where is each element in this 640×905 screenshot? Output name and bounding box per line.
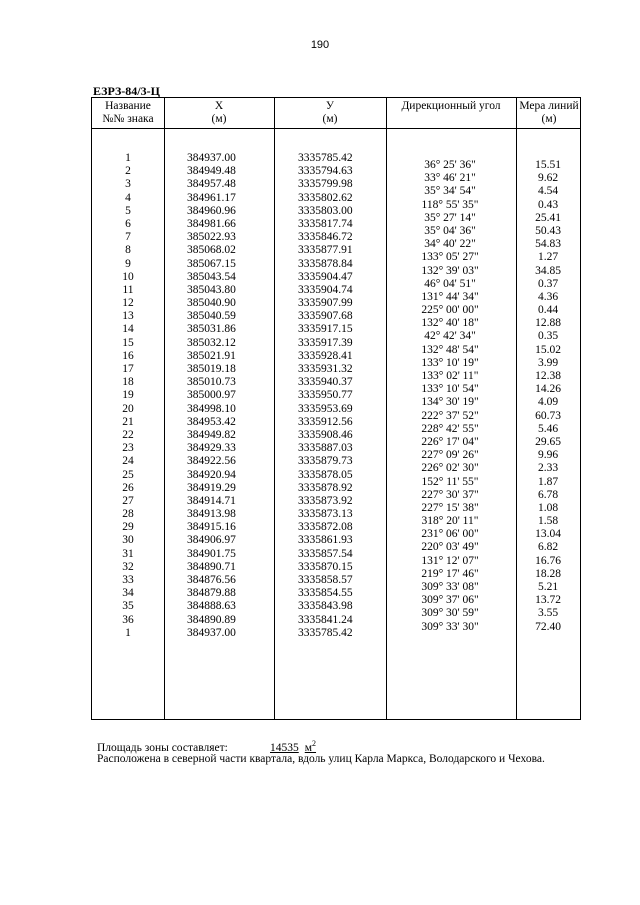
line-length-cell: 13.04 — [535, 528, 561, 541]
point-number-cell: 7 — [125, 231, 131, 244]
point-number-cell: 23 — [122, 442, 134, 455]
point-number-cell: 10 — [122, 270, 134, 283]
line-length-cell: 1.87 — [537, 475, 559, 488]
direction-angle-cell: 318° 20' 11" — [421, 515, 479, 528]
direction-angle-cell: 219° 17' 46" — [421, 567, 479, 580]
header-x-line2: (м) — [211, 113, 227, 125]
y-coordinate-cell: 3335907.68 — [298, 310, 353, 323]
direction-angle-cell: 227° 15' 38" — [421, 501, 479, 514]
y-coordinate-cell: 3335802.62 — [298, 191, 353, 204]
point-number-cell: 24 — [122, 455, 134, 468]
point-number-cell: 18 — [122, 376, 134, 389]
direction-angle-cell: 35° 04' 36" — [424, 224, 476, 237]
x-coordinate-cell: 384949.48 — [187, 165, 236, 178]
zone-title: ЕЗРЗ-84/3-Ц — [93, 84, 160, 98]
x-coordinate-cell: 384890.71 — [187, 560, 236, 573]
line-length-cell: 15.02 — [535, 343, 561, 356]
column-divider — [164, 98, 165, 719]
y-coordinate-cell: 3335917.15 — [298, 323, 353, 336]
x-coordinate-cell: 384888.63 — [187, 600, 236, 613]
point-number-cell: 22 — [122, 428, 134, 441]
direction-angle-cell: 134° 30' 19" — [421, 396, 479, 409]
area-statement — [97, 739, 316, 754]
area-value: 14535 — [270, 741, 299, 754]
y-coordinate-column — [298, 152, 378, 640]
x-coordinate-cell: 384914.71 — [187, 494, 236, 507]
x-coordinate-cell: 384879.88 — [187, 587, 236, 600]
x-coordinate-cell: 385032.12 — [187, 336, 236, 349]
point-number-cell: 1 — [125, 626, 131, 639]
y-coordinate-cell: 3335928.41 — [298, 349, 353, 362]
x-coordinate-cell: 385000.97 — [187, 389, 236, 402]
point-number-column — [92, 152, 164, 640]
y-coordinate-cell: 3335873.92 — [298, 494, 353, 507]
x-coordinate-cell: 384937.00 — [187, 152, 236, 164]
direction-angle-column — [386, 159, 514, 634]
line-length-cell: 1.08 — [537, 501, 559, 514]
y-coordinate-cell: 3335908.46 — [298, 428, 353, 441]
header-y — [274, 98, 386, 128]
x-coordinate-cell: 385031.86 — [187, 323, 236, 336]
y-coordinate-cell: 3335817.74 — [298, 217, 353, 230]
point-number-cell: 32 — [122, 560, 134, 573]
coordinates-table — [91, 97, 581, 720]
line-length-cell: 1.27 — [537, 251, 559, 264]
column-divider — [274, 98, 275, 719]
line-length-cell: 13.72 — [535, 594, 561, 607]
direction-angle-cell: 231° 06' 00" — [421, 528, 479, 541]
y-coordinate-cell: 3335878.84 — [298, 257, 353, 270]
direction-angle-cell: 133° 10' 54" — [421, 383, 479, 396]
direction-angle-cell: 36° 25' 36" — [424, 159, 476, 171]
y-coordinate-cell: 3335872.08 — [298, 521, 353, 534]
direction-angle-cell: 309° 33' 08" — [421, 581, 479, 593]
header-length-line2: (м) — [541, 113, 557, 125]
area-unit-text: м — [304, 741, 313, 754]
x-coordinate-cell: 384922.56 — [187, 455, 236, 468]
line-length-cell: 50.43 — [535, 224, 561, 237]
line-length-cell: 0.35 — [537, 330, 559, 343]
line-length-cell: 18.28 — [535, 567, 561, 580]
x-coordinate-cell: 385043.54 — [187, 270, 236, 283]
header-length-line1: Мера линий — [519, 100, 579, 112]
y-coordinate-cell: 3335912.56 — [298, 415, 353, 428]
line-length-cell: 5.21 — [537, 581, 559, 593]
y-coordinate-cell: 3335940.37 — [298, 376, 353, 389]
point-number-cell: 36 — [122, 613, 134, 626]
x-coordinate-cell: 384915.16 — [187, 521, 236, 534]
x-coordinate-cell: 384906.97 — [187, 534, 236, 547]
direction-angle-cell: 131° 44' 34" — [421, 290, 479, 303]
direction-angle-cell: 133° 05' 27" — [421, 251, 479, 264]
y-coordinate-cell: 3335904.47 — [298, 270, 353, 283]
x-coordinate-column — [187, 152, 257, 640]
point-number-cell: 4 — [125, 191, 131, 204]
y-coordinate-cell: 3335950.77 — [298, 389, 353, 402]
y-coordinate-cell: 3335870.15 — [298, 560, 353, 573]
point-number-cell: 3 — [125, 178, 131, 191]
direction-angle-cell: 309° 30' 59" — [421, 607, 479, 620]
direction-angle-cell: 118° 55' 35" — [421, 198, 479, 211]
x-coordinate-cell: 385019.18 — [187, 363, 236, 375]
point-number-cell: 31 — [122, 547, 134, 560]
line-length-cell: 14.26 — [535, 383, 561, 396]
x-coordinate-cell: 385043.80 — [187, 283, 236, 296]
direction-angle-cell: 35° 27' 14" — [424, 211, 476, 224]
x-coordinate-cell: 385040.90 — [187, 297, 236, 310]
y-coordinate-cell: 3335846.72 — [298, 231, 353, 244]
x-coordinate-cell: 385068.02 — [187, 244, 236, 257]
direction-angle-cell: 152° 11' 55" — [421, 475, 479, 488]
x-coordinate-cell: 385040.59 — [187, 310, 236, 323]
direction-angle-cell: 225° 00' 00" — [421, 304, 479, 317]
point-number-cell: 2 — [125, 165, 131, 178]
point-number-cell: 20 — [122, 402, 134, 415]
y-coordinate-cell: 3335887.03 — [298, 442, 353, 455]
line-length-cell: 5.46 — [537, 422, 559, 435]
y-coordinate-cell: 3335861.93 — [298, 534, 353, 547]
line-length-cell: 12.38 — [535, 370, 561, 382]
line-length-cell: 25.41 — [535, 211, 561, 224]
x-coordinate-cell: 385021.91 — [187, 349, 236, 362]
direction-angle-cell: 309° 33' 30" — [421, 620, 479, 633]
y-coordinate-cell: 3335854.55 — [298, 587, 353, 600]
direction-angle-cell: 222° 37' 52" — [421, 409, 479, 422]
point-number-cell: 12 — [122, 297, 134, 310]
area-unit-power: 2 — [312, 739, 317, 748]
line-length-cell: 4.09 — [537, 396, 559, 409]
point-number-cell: 29 — [122, 521, 134, 534]
line-length-cell: 6.82 — [537, 541, 559, 554]
header-y-line1: У — [325, 100, 335, 112]
direction-angle-cell: 133° 10' 19" — [421, 356, 479, 369]
line-length-cell: 2.33 — [537, 462, 559, 475]
point-number-cell: 1 — [125, 152, 131, 164]
y-coordinate-cell: 3335917.39 — [298, 336, 353, 349]
header-angle — [386, 98, 516, 128]
point-number-cell: 8 — [125, 244, 131, 257]
line-length-cell: 9.62 — [537, 172, 559, 185]
line-length-cell: 29.65 — [535, 435, 561, 448]
line-length-cell: 0.44 — [537, 304, 559, 317]
y-coordinate-cell: 3335931.32 — [298, 363, 353, 375]
line-length-cell: 34.85 — [535, 264, 561, 277]
x-coordinate-cell: 385067.15 — [187, 257, 236, 270]
line-length-cell: 3.99 — [537, 356, 559, 369]
line-length-cell: 54.83 — [535, 238, 561, 251]
y-coordinate-cell: 3335878.05 — [298, 468, 353, 481]
direction-angle-cell: 33° 46' 21" — [424, 172, 476, 185]
y-coordinate-cell: 3335785.42 — [298, 152, 353, 164]
direction-angle-cell: 42° 42' 34" — [424, 330, 476, 343]
direction-angle-cell: 34° 40' 22" — [424, 238, 476, 251]
direction-angle-cell: 35° 34' 54" — [424, 185, 476, 198]
x-coordinate-cell: 384929.33 — [187, 442, 236, 455]
direction-angle-cell: 227° 30' 37" — [421, 488, 479, 501]
line-length-cell: 4.54 — [537, 185, 559, 198]
direction-angle-cell: 226° 17' 04" — [421, 435, 479, 448]
point-number-cell: 15 — [122, 336, 134, 349]
direction-angle-cell: 226° 02' 30" — [421, 462, 479, 475]
x-coordinate-cell: 385022.93 — [187, 231, 236, 244]
line-length-cell: 9.96 — [537, 449, 559, 462]
line-length-cell: 3.55 — [537, 607, 559, 620]
line-length-cell: 72.40 — [535, 620, 561, 633]
line-length-cell: 0.43 — [537, 198, 559, 211]
x-coordinate-cell: 384998.10 — [187, 402, 236, 415]
header-divider — [92, 128, 580, 129]
point-number-cell: 14 — [122, 323, 134, 336]
x-coordinate-cell: 384961.17 — [187, 191, 236, 204]
line-length-cell: 12.88 — [535, 317, 561, 330]
point-number-cell: 17 — [122, 363, 134, 375]
y-coordinate-cell: 3335843.98 — [298, 600, 353, 613]
point-number-cell: 5 — [125, 204, 131, 217]
direction-angle-cell: 132° 40' 18" — [421, 317, 479, 330]
point-number-cell: 16 — [122, 349, 134, 362]
y-coordinate-cell: 3335953.69 — [298, 402, 353, 415]
point-number-cell: 9 — [125, 257, 131, 270]
point-number-cell: 6 — [125, 217, 131, 230]
line-length-cell: 4.36 — [537, 290, 559, 303]
direction-angle-cell: 133° 02' 11" — [421, 370, 479, 382]
x-coordinate-cell: 384876.56 — [187, 574, 236, 586]
point-number-cell: 27 — [122, 494, 134, 507]
header-y-line2: (м) — [322, 113, 338, 125]
x-coordinate-cell: 384913.98 — [187, 508, 236, 521]
line-length-column — [516, 159, 580, 634]
direction-angle-cell: 46° 04' 51" — [424, 277, 476, 290]
header-name-line2: №№ знака — [102, 113, 154, 125]
line-length-cell: 60.73 — [535, 409, 561, 422]
x-coordinate-cell: 384890.89 — [187, 613, 236, 626]
header-x — [164, 98, 274, 128]
point-number-cell: 11 — [122, 283, 134, 296]
header-name-line1: Название — [105, 100, 151, 112]
point-number-cell: 21 — [122, 415, 134, 428]
direction-angle-cell: 228° 42' 55" — [421, 422, 479, 435]
x-coordinate-cell: 384919.29 — [187, 481, 236, 494]
direction-angle-cell: 131° 12' 07" — [421, 554, 479, 567]
point-number-cell: 33 — [122, 574, 134, 586]
point-number-cell: 28 — [122, 508, 134, 521]
line-length-cell: 0.37 — [537, 277, 559, 290]
point-number-cell: 35 — [122, 600, 134, 613]
y-coordinate-cell: 3335799.98 — [298, 178, 353, 191]
header-angle-line1: Дирекционный угол — [401, 100, 501, 112]
location-description: Расположена в северной части квартала, вдоль улиц Карла Маркса, Володарского и Чехова. — [97, 753, 545, 765]
y-coordinate-cell: 3335857.54 — [298, 547, 353, 560]
point-number-cell: 30 — [122, 534, 134, 547]
x-coordinate-cell: 384957.48 — [187, 178, 236, 191]
point-number-cell: 25 — [122, 468, 134, 481]
y-coordinate-cell: 3335904.74 — [298, 283, 353, 296]
x-coordinate-cell: 384949.82 — [187, 428, 236, 441]
y-coordinate-cell: 3335873.13 — [298, 508, 353, 521]
x-coordinate-cell: 384937.00 — [187, 626, 236, 639]
point-number-cell: 34 — [122, 587, 134, 600]
direction-angle-cell: 227° 09' 26" — [421, 449, 479, 462]
line-length-cell: 15.51 — [535, 159, 561, 171]
y-coordinate-cell: 3335841.24 — [298, 613, 353, 626]
y-coordinate-cell: 3335803.00 — [298, 204, 353, 217]
page-number: 190 — [310, 39, 330, 51]
y-coordinate-cell: 3335879.73 — [298, 455, 353, 468]
point-number-cell: 19 — [122, 389, 134, 402]
line-length-cell: 1.58 — [537, 515, 559, 528]
y-coordinate-cell: 3335877.91 — [298, 244, 353, 257]
header-length — [516, 98, 582, 128]
y-coordinate-cell: 3335907.99 — [298, 297, 353, 310]
header-name — [92, 98, 164, 128]
point-number-cell: 26 — [122, 481, 134, 494]
y-coordinate-cell: 3335794.63 — [298, 165, 353, 178]
x-coordinate-cell: 384960.96 — [187, 204, 236, 217]
x-coordinate-cell: 384901.75 — [187, 547, 236, 560]
point-number-cell: 13 — [122, 310, 134, 323]
y-coordinate-cell: 3335878.92 — [298, 481, 353, 494]
area-label: Площадь зоны составляет: — [97, 741, 228, 754]
x-coordinate-cell: 384981.66 — [187, 217, 236, 230]
direction-angle-cell: 132° 48' 54" — [421, 343, 479, 356]
y-coordinate-cell: 3335785.42 — [298, 626, 353, 639]
direction-angle-cell: 309° 37' 06" — [421, 594, 479, 607]
line-length-cell: 16.76 — [535, 554, 561, 567]
line-length-cell: 6.78 — [537, 488, 559, 501]
header-x-line1: X — [214, 100, 224, 112]
y-coordinate-cell: 3335858.57 — [298, 574, 353, 586]
direction-angle-cell: 132° 39' 03" — [421, 264, 479, 277]
x-coordinate-cell: 385010.73 — [187, 376, 236, 389]
direction-angle-cell: 220° 03' 49" — [421, 541, 479, 554]
x-coordinate-cell: 384920.94 — [187, 468, 236, 481]
x-coordinate-cell: 384953.42 — [187, 415, 236, 428]
